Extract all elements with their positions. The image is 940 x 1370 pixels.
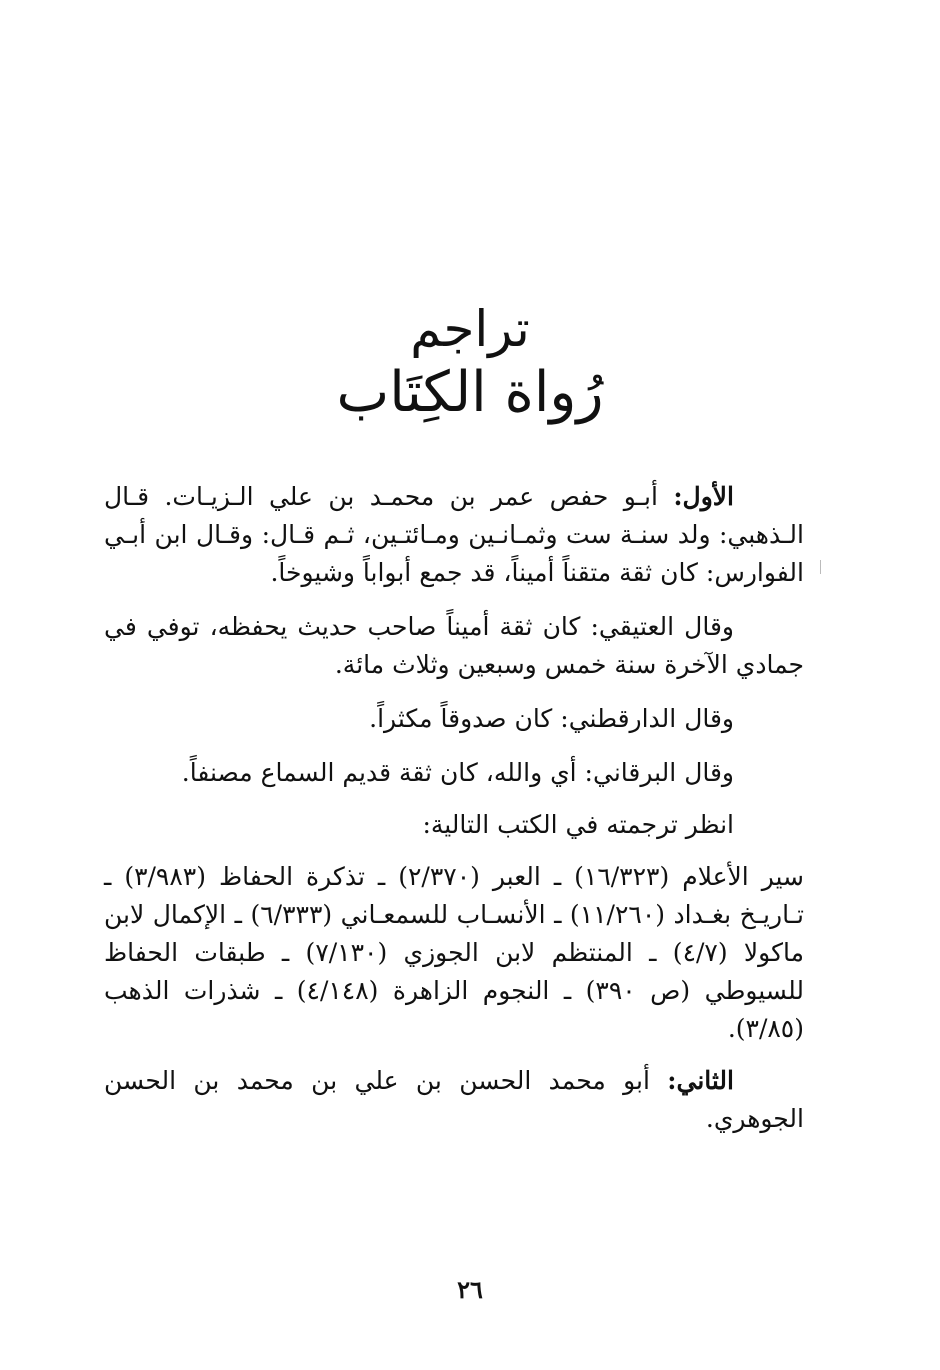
paragraph-lead: الثاني:	[667, 1066, 734, 1095]
paragraph-lead: الأول:	[673, 482, 734, 511]
paragraph-text: وقال البرقاني: أي والله، كان ثقة قديم السماع مصنفاً.	[181, 758, 734, 787]
paragraph-text: أبو محمد الحسن بن علي بن محمد بن الحسن الجوهري.	[104, 1066, 804, 1133]
paragraph-second-narrator	[104, 1062, 804, 1138]
body-text	[104, 478, 804, 1138]
title-line-1: تراجم	[410, 300, 530, 358]
paragraph-atiqi	[104, 608, 804, 684]
paragraph-text: سير الأعلام (١٦/٣٢٣) ـ العبر (٢/٣٧٠) ـ تذكرة الحفاظ (٣/٩٨٣) ـ تـاريـخ بغـداد (١١/٢٦٠) ـ الأنسـاب للسمعـاني (٦/٣٣٣) ـ الإكمال لابن ماكولا (٤/٧) ـ المنتظم لابن الجوزي (٧/١٣٠) ـ طبقات الحفاظ للسيوطي (ص ٣٩٠) ـ النجوم الزاهرة (٤/١٤٨) ـ شذرات الذهب (٣/٨٥).	[104, 862, 805, 1043]
paragraph-text: انظر ترجمته في الكتب التالية:	[422, 810, 734, 839]
chapter-title	[0, 300, 940, 428]
paragraph-text: وقال الدارقطني: كان صدوقاً مكثراً.	[369, 704, 734, 733]
paragraph-text: أبـو حفص عمر بن محمـد بن علي الـزيـات. قـال الـذهبي: ولد سنـة ست وثمـانـين ومـائتـين، ثـم قـال: وقـال ابن أبـي الفوارس: كان ثقة متقناً أميناً، قد جمع أبواباً وشيوخاً.	[104, 482, 804, 587]
paragraph-references-list	[104, 858, 804, 1048]
paragraph-barqani	[104, 754, 804, 792]
paragraph-text: وقال العتيقي: كان ثقة أميناً صاحب حديث يحفظه، توفي في جمادي الآخرة سنة خمس وسبعين وثلاث مائة.	[104, 612, 804, 679]
scan-artifact	[820, 560, 821, 574]
paragraph-first-narrator	[104, 478, 804, 592]
page-number: ٢٦	[457, 1275, 483, 1304]
paragraph-see-references	[104, 806, 804, 844]
paragraph-daraqutni	[104, 700, 804, 738]
title-line-2: رُواة الكِتَاب	[336, 360, 604, 425]
